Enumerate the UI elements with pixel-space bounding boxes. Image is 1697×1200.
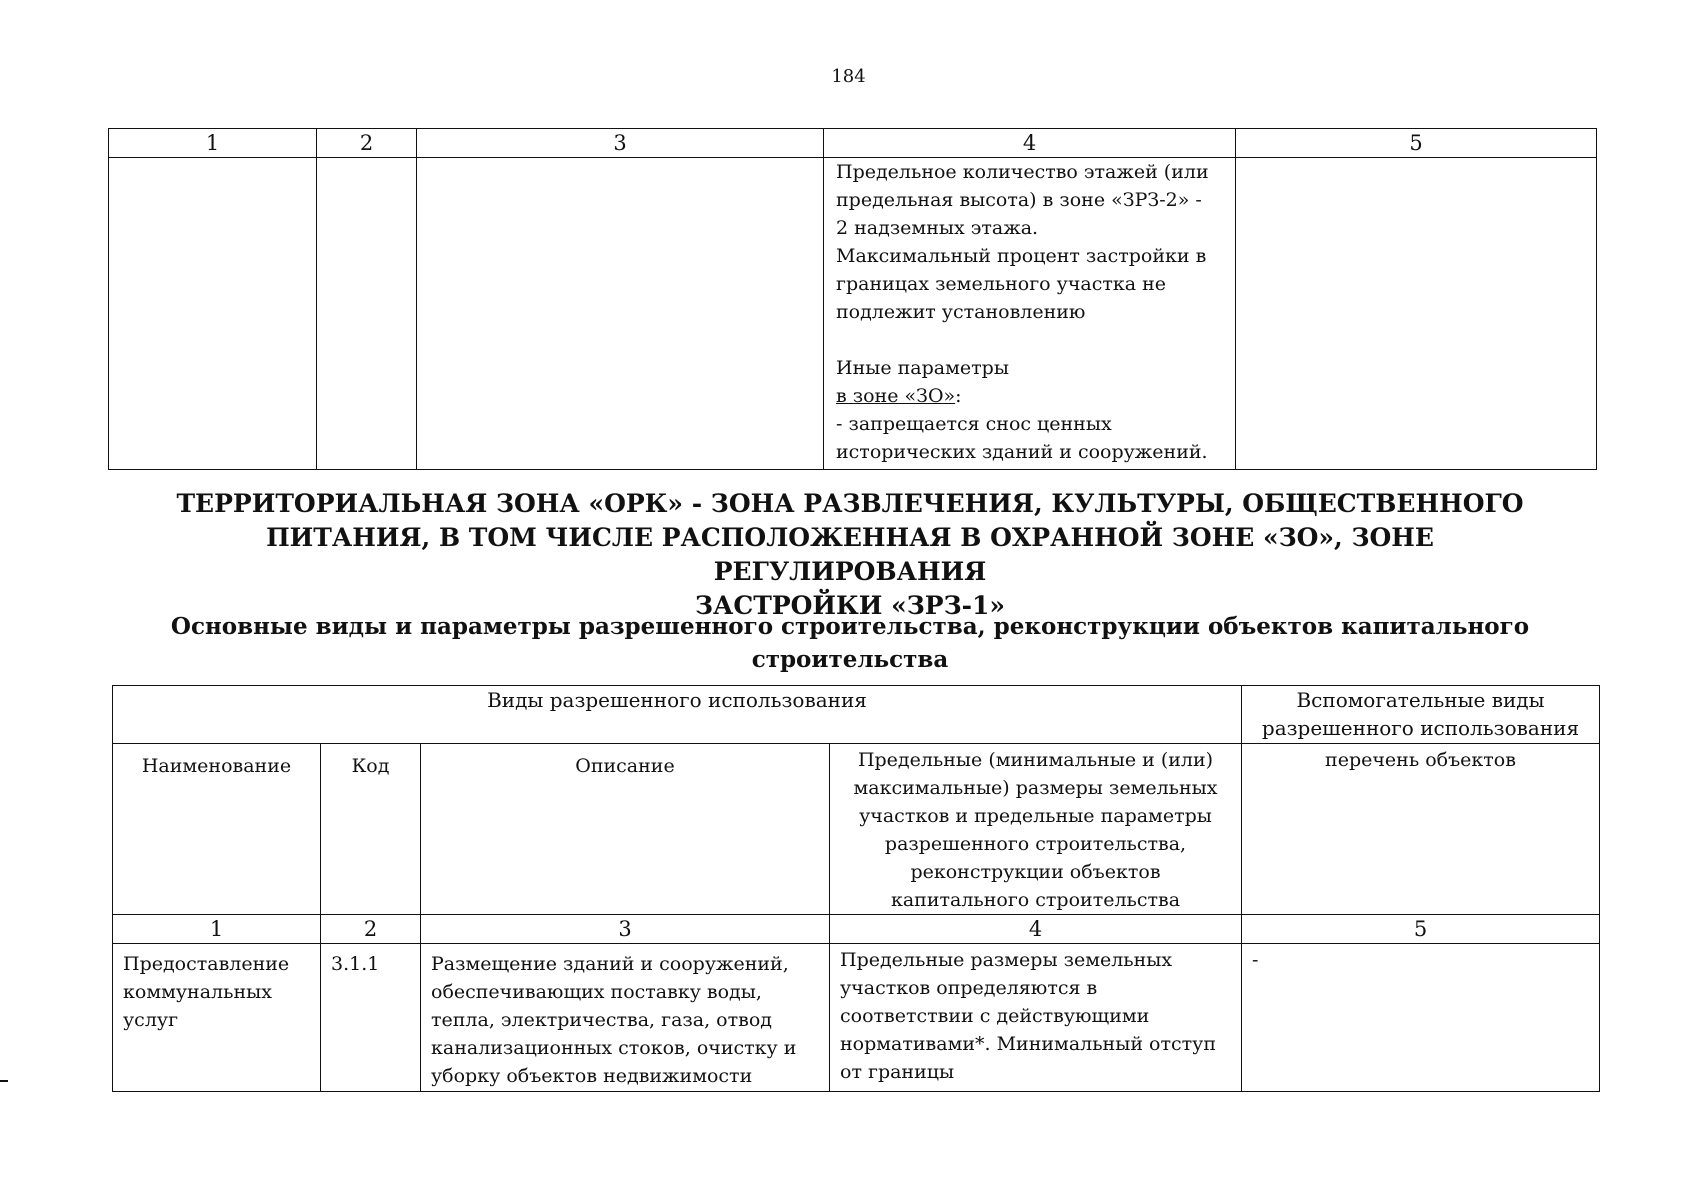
permitted-use-table: [112, 685, 1600, 1092]
limits-line: подлежит установлению: [836, 301, 1086, 323]
zone-label: в зоне «ЗО»: [836, 385, 956, 407]
zone-title: [150, 487, 1550, 623]
description-cell: [417, 158, 824, 470]
spacer: [836, 326, 1227, 354]
table-row: [113, 944, 1600, 1092]
column-header-row: [113, 744, 1600, 915]
col-number-2: 2: [321, 915, 421, 944]
use-description: Размещение зданий и сооружений, обеспечивающих поставку воды, тепла, электричества, газа, отвод канализационных стоков, очистку и уборку объектов недвижимости: [421, 944, 830, 1092]
other-params-heading: Иные параметры: [836, 357, 1009, 379]
section-title-line: строительства: [751, 646, 949, 673]
use-limits: Предельные размеры земельных участков определяются в соответствии с действующими нормативами*. Минимальный отступ от границы: [830, 944, 1242, 1092]
limits-cell: [824, 158, 1236, 470]
header-limits: Предельные (минимальные и (или) максимальные) размеры земельных участков и предельные параметры разрешенного строительства, реконструкции объектов капитального строительства: [830, 744, 1242, 915]
use-auxiliary: -: [1242, 944, 1600, 1092]
col-number-5: 5: [1236, 129, 1597, 158]
limits-line: предельная высота) в зоне «ЗРЗ-2» -: [836, 189, 1202, 211]
use-code: 3.1.1: [321, 944, 421, 1092]
limits-line: Максимальный процент застройки в: [836, 245, 1207, 267]
group-header-permitted-uses: Виды разрешенного использования: [113, 686, 1242, 744]
column-number-row: [109, 129, 1597, 158]
other-params-line: исторических зданий и сооружений.: [836, 441, 1208, 463]
col-number-4: 4: [824, 129, 1236, 158]
table-row: [109, 158, 1597, 470]
margin-mark: [0, 1080, 8, 1082]
group-header-auxiliary: Вспомогательные виды разрешенного использования: [1242, 686, 1600, 744]
other-params-zone: [836, 382, 1227, 410]
zone-title-line: ЗАСТРОЙКИ «ЗРЗ-1»: [694, 591, 1006, 620]
auxiliary-cell: [1236, 158, 1597, 470]
limits-line: Предельное количество этажей (или: [836, 161, 1209, 183]
col-number-2: 2: [317, 129, 417, 158]
column-number-row: [113, 915, 1600, 944]
header-name: Наименование: [113, 744, 321, 915]
col-number-1: 1: [113, 915, 321, 944]
limits-line: 2 надземных этажа.: [836, 217, 1039, 239]
header-code: Код: [321, 744, 421, 915]
header-objects: перечень объектов: [1242, 744, 1600, 915]
col-number-4: 4: [830, 915, 1242, 944]
col-number-1: 1: [109, 129, 317, 158]
limits-line: границах земельного участка не: [836, 273, 1167, 295]
continued-table: [108, 128, 1597, 470]
col-number-5: 5: [1242, 915, 1600, 944]
colon: :: [955, 385, 962, 407]
zone-title-line: ПИТАНИЯ, В ТОМ ЧИСЛЕ РАСПОЛОЖЕННАЯ В ОХРАННОЙ ЗОНЕ «ЗО», ЗОНЕ РЕГУЛИРОВАНИЯ: [266, 523, 1434, 586]
use-name: Предоставление коммунальных услуг: [113, 944, 321, 1092]
page-number: 184: [831, 66, 866, 87]
header-description: Описание: [421, 744, 830, 915]
zone-title-line: ТЕРРИТОРИАЛЬНАЯ ЗОНА «ОРК» - ЗОНА РАЗВЛЕЧЕНИЯ, КУЛЬТУРЫ, ОБЩЕСТВЕННОГО: [176, 489, 1524, 518]
section-title-line: Основные виды и параметры разрешенного строительства, реконструкции объектов капитального: [170, 613, 1530, 640]
col-number-3: 3: [421, 915, 830, 944]
col-number-3: 3: [417, 129, 824, 158]
other-params-line: - запрещается снос ценных: [836, 413, 1112, 435]
section-title: [150, 610, 1550, 676]
group-header-row: [113, 686, 1600, 744]
code-cell: [317, 158, 417, 470]
name-cell: [109, 158, 317, 470]
